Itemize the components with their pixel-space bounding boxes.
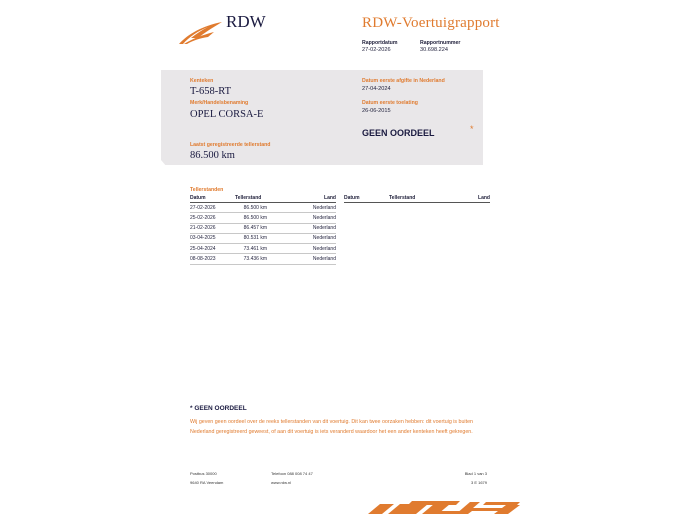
rapportnummer-label: Rapportnummer xyxy=(420,40,461,46)
tellerstanden-table-right xyxy=(344,195,490,203)
row-datum: 08-08-2023 xyxy=(190,254,235,264)
column-header-land: Land xyxy=(287,195,336,203)
rdw-logo-icon xyxy=(178,20,224,46)
note-text: Wij geven geen oordeel over de reeks tellerstanden van dit voertuig. Dit kan twee oorzaken hebben: dit voertuig is buiten Nederland geregistreerd geweest, of aan dit voertuig is iets veranderd waardoor het een ander kenteken heeft gekregen. xyxy=(190,419,473,435)
laatste-tellerstand-label: Laatst geregistreerde tellerstand xyxy=(190,142,271,148)
footer-blad: Blad 1 van 3 xyxy=(464,471,487,476)
row-land: Nederland xyxy=(287,203,336,213)
report-title: RDW-Voertuigrapport xyxy=(362,15,500,31)
tellerstanden-title: Tellerstanden xyxy=(190,187,224,193)
row-land: Nederland xyxy=(287,233,336,243)
footer-telefoon: Telefoon 088 008 74 47 xyxy=(271,471,313,476)
row-tellerstand: 86.500 km xyxy=(235,203,287,213)
rapportnummer-value: 30.698.224 xyxy=(420,47,448,53)
table-row xyxy=(190,244,336,254)
column-header-tellerstand: Tellerstand xyxy=(389,195,441,203)
table-row xyxy=(190,254,336,264)
datum-afgifte-label: Datum eerste afgifte in Nederland xyxy=(362,78,445,84)
verdict-text: GEEN OORDEEL xyxy=(362,128,435,138)
row-tellerstand: 86.500 km xyxy=(235,213,287,223)
laatste-tellerstand-value: 86.500 km xyxy=(190,150,235,161)
column-header-datum: Datum xyxy=(344,195,389,203)
footer-stripes-graphic xyxy=(368,498,528,514)
row-datum: 25-02-2026 xyxy=(190,213,235,223)
footer-code: 3 E 1679 xyxy=(470,480,487,485)
datum-toelating-label: Datum eerste toelating xyxy=(362,100,418,106)
footer-plaats: 9640 RA Veendam xyxy=(190,480,224,485)
logo-text: RDW xyxy=(226,12,266,31)
rapportdatum-value: 27-02-2026 xyxy=(362,47,391,53)
row-tellerstand: 86.457 km xyxy=(235,223,287,233)
row-land: Nederland xyxy=(287,244,336,254)
kenteken-value: T-658-RT xyxy=(190,86,231,97)
note-title: * GEEN OORDEEL xyxy=(190,405,247,412)
row-datum: 25-04-2024 xyxy=(190,244,235,254)
row-land: Nederland xyxy=(287,254,336,264)
table-row xyxy=(190,233,336,243)
table-row xyxy=(190,203,336,213)
row-datum: 27-02-2026 xyxy=(190,203,235,213)
column-header-datum: Datum xyxy=(190,195,235,203)
merk-label: Merk/Handelsbenaming xyxy=(190,100,249,106)
column-header-tellerstand: Tellerstand xyxy=(235,195,287,203)
row-tellerstand: 73.461 km xyxy=(235,244,287,254)
row-land: Nederland xyxy=(287,223,336,233)
verdict-star: * xyxy=(470,124,474,134)
kenteken-label: Kenteken xyxy=(190,78,214,84)
datum-toelating-value: 26-06-2015 xyxy=(362,108,391,114)
datum-afgifte-value: 27-04-2024 xyxy=(362,86,391,92)
tellerstanden-table-left xyxy=(190,195,336,265)
footer-website: www.rdw.nl xyxy=(271,480,292,485)
row-land: Nederland xyxy=(287,213,336,223)
table-row xyxy=(190,223,336,233)
row-datum: 21-02-2026 xyxy=(190,223,235,233)
table-row xyxy=(190,213,336,223)
table-header-row xyxy=(344,195,490,203)
rapportdatum-label: Rapportdatum xyxy=(362,40,398,46)
column-header-land: Land xyxy=(441,195,490,203)
row-tellerstand: 73.436 km xyxy=(235,254,287,264)
merk-value: OPEL CORSA-E xyxy=(190,109,264,120)
row-datum: 03-04-2025 xyxy=(190,233,235,243)
panel-corner-cut xyxy=(161,160,173,174)
row-tellerstand: 80.531 km xyxy=(235,233,287,243)
table-header-row xyxy=(190,195,336,203)
footer-postbus: Postbus 30000 xyxy=(190,471,217,476)
